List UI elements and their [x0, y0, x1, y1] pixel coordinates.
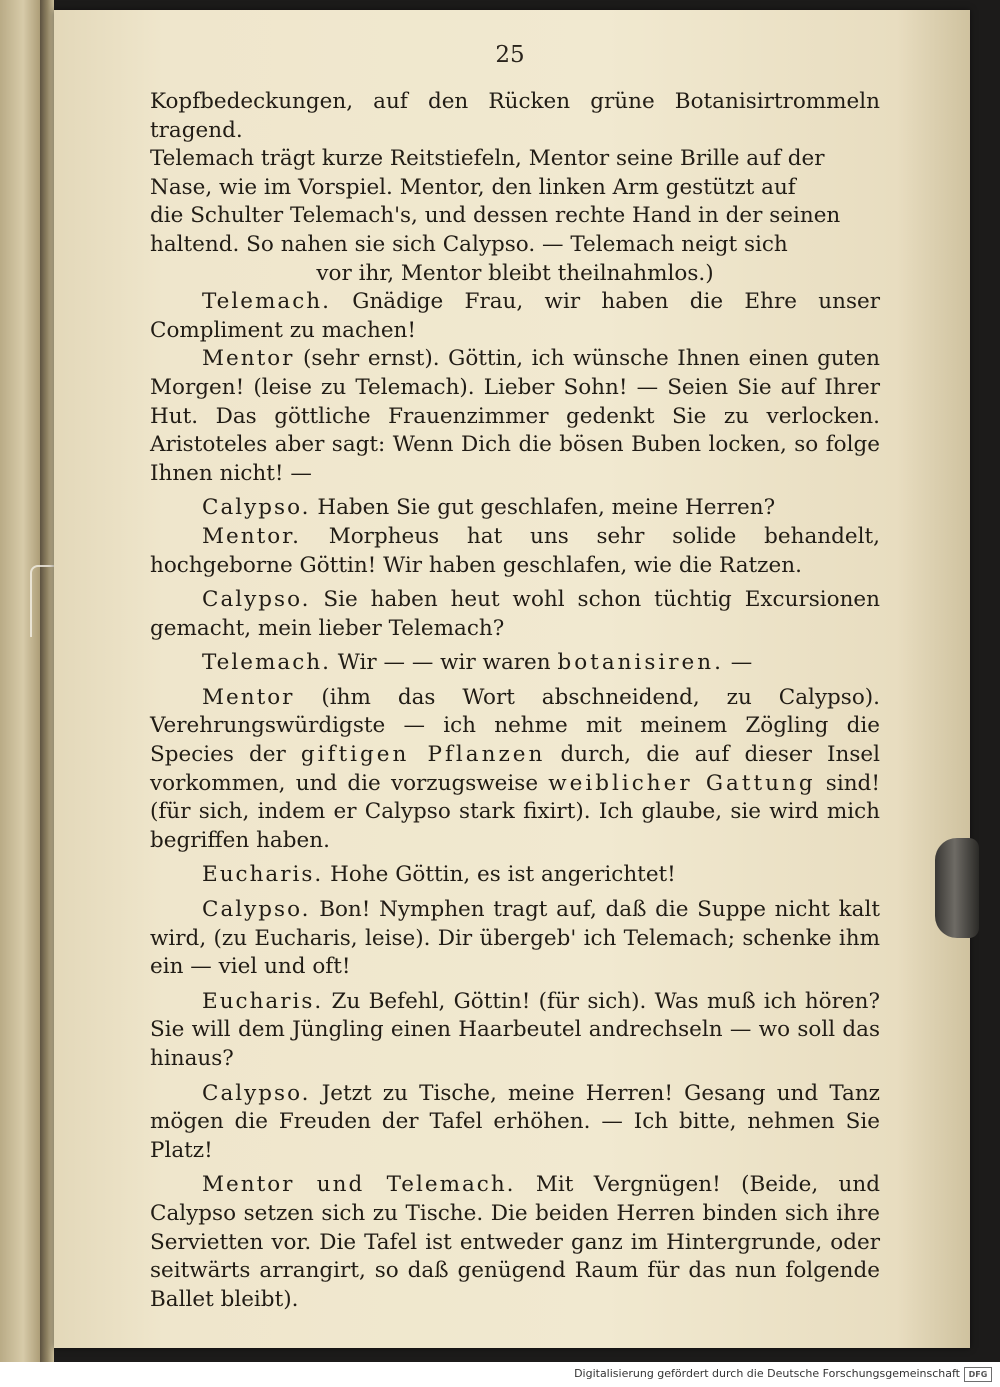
- speech: [150, 494, 880, 523]
- speaker-name: Calypso.: [202, 1080, 311, 1106]
- speech: [150, 288, 880, 345]
- footer-bar: [0, 1362, 1000, 1387]
- stage-direction-line: Telemach trägt kurze Reitstiefeln, Mentor seine Brille auf der: [150, 146, 825, 172]
- speaker-name: Calypso.: [202, 587, 311, 613]
- speaker-name: Mentor: [202, 684, 295, 710]
- speech: [150, 586, 880, 643]
- page-clip: [935, 838, 979, 938]
- footer-credit: Digitalisierung gefördert durch die Deutsche Forschungsgemeinschaft: [574, 1367, 960, 1380]
- binding-thread: [30, 565, 54, 637]
- speech-text: —: [723, 650, 753, 676]
- speech: [150, 861, 880, 890]
- page-number: 25: [495, 42, 525, 68]
- speech-text: Hohe Göttin, es ist angerichtet!: [330, 862, 676, 888]
- left-page-edge: [0, 0, 42, 1362]
- speaker-name: Eucharis.: [202, 988, 324, 1014]
- speech: [150, 896, 880, 982]
- speech: [150, 1171, 880, 1314]
- speech-text: Bon! Nymphen tragt auf, daß die Suppe nicht kalt wird, (zu Eucharis, leise). Dir übergeb' ich Telemach; schenke ihm ein — viel und oft!: [150, 897, 880, 980]
- speech: [150, 649, 880, 678]
- page-text: [150, 88, 880, 1314]
- speaker-name: Mentor: [202, 346, 295, 372]
- speaker-name: Mentor.: [202, 523, 301, 549]
- speaker-name: Telemach.: [202, 289, 331, 315]
- speaker-name: Mentor und Telemach.: [202, 1172, 516, 1198]
- speaker-name: Telemach.: [202, 650, 331, 676]
- book-gutter: [40, 0, 54, 1362]
- speech-text: Gnädige Frau, wir haben die Ehre unser Compliment zu machen!: [150, 289, 881, 343]
- dfg-logo-icon: DFG: [964, 1367, 992, 1382]
- speech-text: sind! (für sich, indem er Calypso stark fixirt). Ich glaube, sie wird mich begriffen haben.: [150, 770, 880, 853]
- speech-text: Wir — — wir waren: [337, 650, 551, 676]
- speech-text: Jetzt zu Tische, meine Herren! Gesang und Tanz mögen die Freuden der Tafel erhöhen. — Ich bitte, nehmen Sie Platz!: [150, 1080, 881, 1163]
- speech: [150, 345, 880, 488]
- emphasized-text: botanisiren.: [557, 650, 724, 676]
- emphasized-text: weiblicher Gattung: [548, 770, 816, 796]
- speaker-name: Calypso.: [202, 897, 311, 923]
- stage-direction-line: haltend. So nahen sie sich Calypso. — Telemach neigt sich: [150, 231, 788, 257]
- stage-direction-line: Nase, wie im Vorspiel. Mentor, den linken Arm gestützt auf: [150, 174, 796, 200]
- stage-direction-line: vor ihr, Mentor bleibt theilnahmlos.): [316, 260, 714, 286]
- speech-text: Haben Sie gut geschlafen, meine Herren?: [317, 495, 776, 521]
- speech-text: (sehr ernst). Göttin, ich wünsche Ihnen einen guten Morgen! (leise zu Telemach). Lieber Sohn! — Seien Sie auf Ihrer Hut. Das göttliche Frauenzimmer gedenkt Sie zu verlocken. Aristoteles aber sagt: Wenn Dich die bösen Buben locken, so folge Ihnen nicht! —: [150, 346, 880, 486]
- speech: [150, 523, 880, 580]
- stage-direction-line: die Schulter Telemach's, und dessen rechte Hand in der seinen: [150, 203, 841, 229]
- speech-text: (ihm das Wort abschneidend, zu Calypso). Verehrungswürdigste — ich nehme mit meinem Zögling die Species der: [150, 684, 880, 768]
- speech: [150, 988, 880, 1074]
- speech-text: durch, die auf dieser Insel vorkommen, und die vorzugsweise: [150, 742, 880, 796]
- speaker-name: Eucharis.: [202, 862, 324, 888]
- stage-direction-line: Kopfbedeckungen, auf den Rücken grüne Botanisirtrommeln tragend.: [150, 89, 880, 143]
- speech-text: Zu Befehl, Göttin! (für sich). Was muß ich hören? Sie will dem Jüngling einen Haarbeutel andrechseln — wo soll das hinaus?: [150, 988, 880, 1071]
- speech-text: Mit Vergnügen! (Beide, und Calypso setzen sich zu Tische. Die beiden Herren binden sich ihre Servietten vor. Die Tafel ist entweder ganz im Hintergrunde, oder seitwärts arrangirt, so daß genügend Raum für das nun folgende Ballet bleibt).: [150, 1172, 880, 1312]
- speaker-name: Calypso.: [202, 495, 311, 521]
- speech: [150, 684, 880, 856]
- emphasized-text: giftigen Pflanzen: [300, 742, 546, 768]
- speech-text: Morpheus hat uns sehr solide behandelt, hochgeborne Göttin! Wir haben geschlafen, wie die Ratzen.: [150, 523, 880, 578]
- speech: [150, 1080, 880, 1166]
- speech-text: Sie haben heut wohl schon tüchtig Excursionen gemacht, mein lieber Telemach?: [150, 587, 880, 641]
